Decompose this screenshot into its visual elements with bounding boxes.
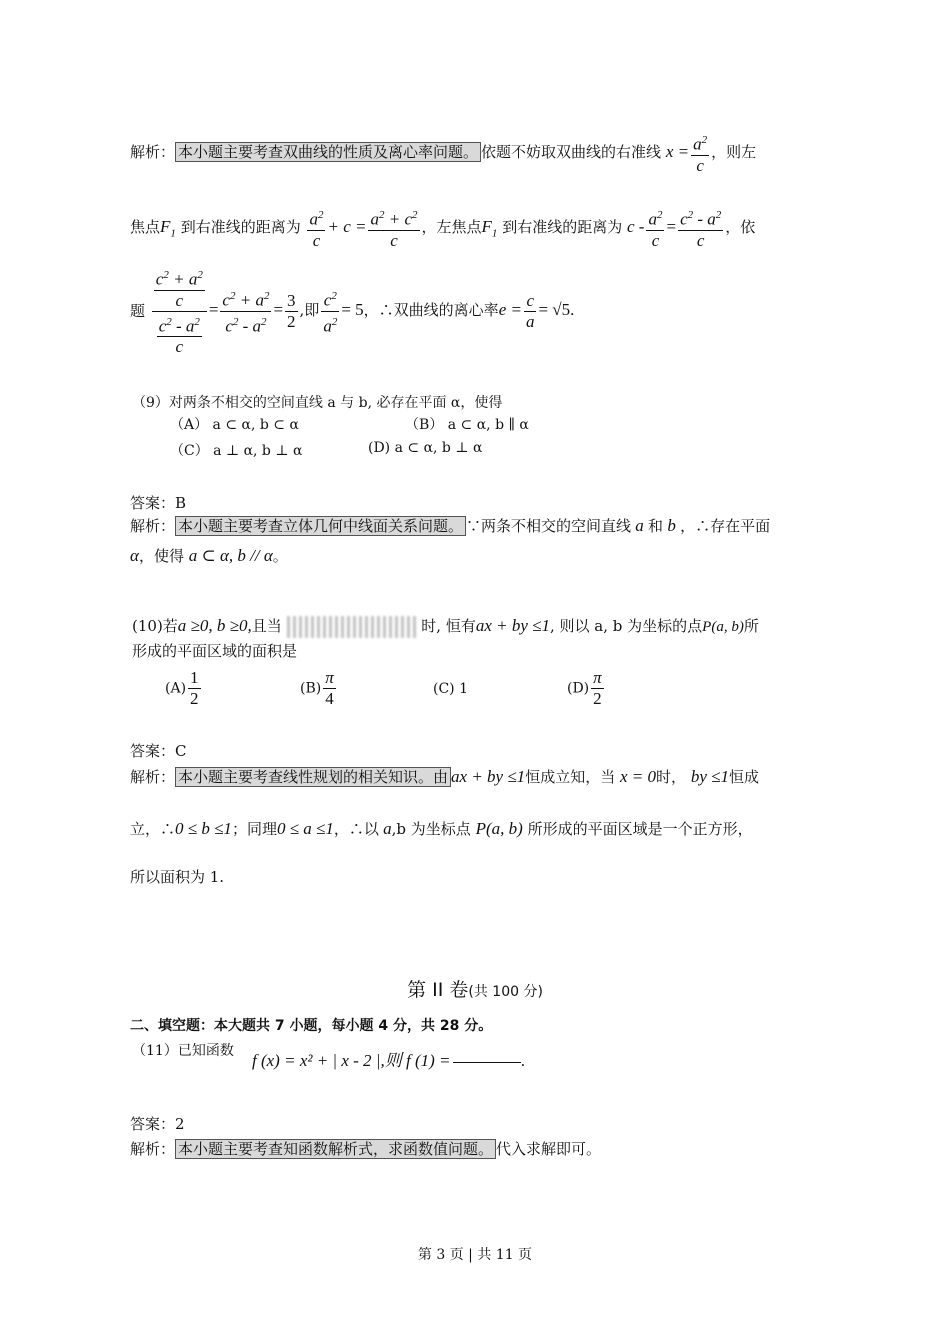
formula-inequality: ax + by ≤1	[475, 616, 550, 635]
q9-stem: （9）对两条不相交的空间直线 a 与 b, 必存在平面 α，使得	[132, 395, 503, 411]
text-segment: 时，	[656, 768, 687, 786]
fraction-c2-over-a2: $\frac{c^2}{a^2}$	[321, 286, 339, 336]
q11-answer: 答案：2	[130, 1115, 185, 1133]
analysis-label: 解析：	[130, 1140, 176, 1158]
q9-answer: 答案：B	[130, 494, 187, 512]
answer-blank	[453, 1062, 521, 1063]
analysis-highlight: 本小题主要考查立体几何中线面关系问题。	[175, 516, 466, 536]
fraction-3-over-2: $\frac{3}{2}$	[287, 290, 296, 331]
q8-analysis-line2: 焦点$F_1$ 到右准线的距离为 $\frac{a^2}{c}$ + c = $\frac{a^2 + c^2}{c}$ ，左焦点$F_1$ 到右准线的距离为 c - $\frac{a^2}{c}$ = $\frac{c^2 - a^2}{c}$ ，依	[130, 205, 835, 251]
formula-function: f (x) = x² + | x - 2 |,则 f (1) =	[252, 1051, 451, 1070]
q8-analysis-line3: 题 $\frac{\frac{c^2 + a^2}{c}}{\frac{c^2 - a^2}{c}}$ = $\frac{c^2 + a^2}{c^2 - a^2}$ = $\frac{3}{2}$ ,即 $\frac{c^2}{a^2}$ = 5，∴双曲线的离心率e = $\frac{c}{a}$ = √5.	[130, 265, 835, 357]
analysis-highlight: 本小题主要考查双曲线的性质及离心率问题。	[175, 142, 481, 162]
option-label: (D)	[567, 680, 590, 697]
text-segment: ，∴以	[333, 820, 379, 838]
q9-option-a: （A） a ⊂ α, b ⊂ α	[170, 417, 299, 433]
q9-analysis-line2: α，使得 a ⊂ α, b // α。	[130, 546, 288, 565]
text-segment: 到右准线的距离为	[502, 217, 623, 236]
text-segment: ,即	[299, 301, 320, 320]
text-segment: , 则以 a, b 为坐标的点	[550, 617, 703, 635]
formula-f1: $F_1$	[160, 216, 176, 240]
fraction-a2-over-c: $\frac{a^2}{c}$	[307, 205, 325, 251]
formula-c-minus: c -	[627, 216, 645, 236]
text-segment: ∵两条不相交的空间直线	[466, 517, 632, 535]
text-segment: ，依	[725, 217, 756, 236]
text-segment: 题	[130, 302, 146, 321]
fraction-a2-plus-c2-over-c: $\frac{a^2 + c^2}{c}$	[368, 205, 419, 251]
text-segment: 到右准线的距离为	[180, 217, 301, 236]
analysis-highlight: 本小题主要考查知函数解析式，求函数值问题。	[175, 1139, 496, 1159]
q10-stem-line1	[132, 615, 837, 638]
q10-answer: 答案：C	[130, 742, 187, 760]
text-segment: ，使得	[138, 547, 184, 565]
compound-fraction: $\frac{\frac{c^2 + a^2}{c}}{\frac{c^2 - a^2}{c}}$	[152, 265, 207, 357]
text-segment: ，∴存在平面	[680, 517, 771, 535]
analysis-text: 依题不妨取双曲线的右准线	[481, 142, 662, 161]
section-title-main: 第 II 卷	[407, 979, 469, 1001]
fraction-ratio: $\frac{c^2 + a^2}{c^2 - a^2}$	[220, 286, 271, 336]
q11-analysis	[130, 1138, 835, 1160]
text-segment: ，∴双曲线的离心率	[363, 301, 499, 320]
formula-condition: a ≥0, b ≥0,	[177, 616, 252, 635]
section-title	[0, 975, 950, 1002]
formula-plus-c: + c =	[327, 216, 367, 236]
formula-point: P(a, b)	[702, 619, 744, 635]
analysis-label: 解析：	[130, 517, 176, 535]
q8-analysis-line1	[130, 130, 835, 176]
text-segment: 立，∴	[130, 820, 176, 838]
q10-analysis-line2: 立，∴0 ≤ b ≤1；同理0 ≤ a ≤1，∴以 a,b 为坐标点 P(a, b) 所形成的平面区域是一个正方形，	[130, 819, 753, 838]
analysis-highlight: 本小题主要考查线性规划的相关知识。由	[175, 767, 451, 787]
fraction-c-over-a: $\frac{c}{a}$	[525, 290, 535, 331]
q11-formula: f (x) = x² + | x - 2 |,则 f (1) = .	[252, 1051, 526, 1070]
q10-stem-line2: 形成的平面区域的面积是	[132, 642, 298, 660]
analysis-label: 解析：	[130, 142, 176, 161]
text-segment: 恒成立知，当	[525, 768, 616, 786]
fraction-c2-minus-a2-over-c: $\frac{c^2 - a^2}{c}$	[678, 205, 723, 251]
q9-option-d: (D) a ⊂ α, b ⊥ α	[368, 440, 483, 456]
section-title-note: (共 100 分)	[468, 984, 543, 1000]
blurred-formula-image	[287, 616, 417, 638]
formula-condition: a ⊂ α, b // α	[188, 546, 273, 565]
text-segment: 恒成	[728, 768, 759, 786]
text-segment: 。	[272, 547, 288, 565]
text-segment: 时, 恒有	[421, 617, 476, 635]
text-segment: ，左焦点	[421, 217, 482, 236]
q10-option-b: (B) $\frac{\pi}{4}$	[300, 668, 334, 708]
q10-option-c: (C) 1	[433, 681, 468, 697]
fraction-a2-over-c: $\frac{a^2}{c}$	[646, 205, 664, 251]
option-label: (B)	[300, 680, 322, 697]
text-segment: ；同理	[231, 820, 277, 838]
q9-option-b: （B） a ⊂ α, b ∥ α	[405, 417, 529, 433]
text-segment: 焦点	[130, 217, 161, 236]
formula-f1: $F_1$	[481, 216, 498, 240]
text-segment: 和	[648, 517, 664, 535]
formula-directrix: x =	[665, 141, 690, 161]
q10-analysis-line3: 所以面积为 1.	[130, 868, 225, 886]
fraction-a2-over-c: $\frac{a^2}{c}$	[691, 130, 709, 176]
q9-analysis-line1: 解析： 本小题主要考查立体几何中线面关系问题。 ∵两条不相交的空间直线 a 和 b ，∴存在平面	[130, 516, 771, 535]
analysis-label: 解析：	[130, 768, 176, 786]
text-segment: 且当	[251, 617, 282, 635]
section-heading: 二、填空题：本大题共 7 小题，每小题 4 分，共 28 分。	[130, 1018, 493, 1034]
analysis-text-tail: ，则左	[711, 142, 757, 161]
text-segment: ,b 为坐标点	[391, 820, 471, 838]
option-label: (A)	[165, 680, 187, 697]
text-segment: 所形成的平面区域是一个正方形，	[527, 820, 753, 838]
text-segment: 代入求解即可。	[496, 1140, 602, 1158]
q10-option-d: (D) $\frac{\pi}{2}$	[567, 668, 602, 708]
q10-analysis-line1: 解析： 本小题主要考查线性规划的相关知识。由 ax + by ≤1恒成立知，当 x = 0时， by ≤1恒成	[130, 767, 759, 786]
q11-stem: （11）已知函数	[132, 1043, 234, 1059]
q10-option-a: (A) $\frac{1}{2}$	[165, 668, 199, 708]
q9-option-c: （C） a ⊥ α, b ⊥ α	[170, 443, 303, 459]
text-segment: 所	[743, 617, 759, 635]
text-segment: (10)若	[132, 617, 178, 635]
page-footer: 第 3 页 | 共 11 页	[417, 1247, 533, 1263]
